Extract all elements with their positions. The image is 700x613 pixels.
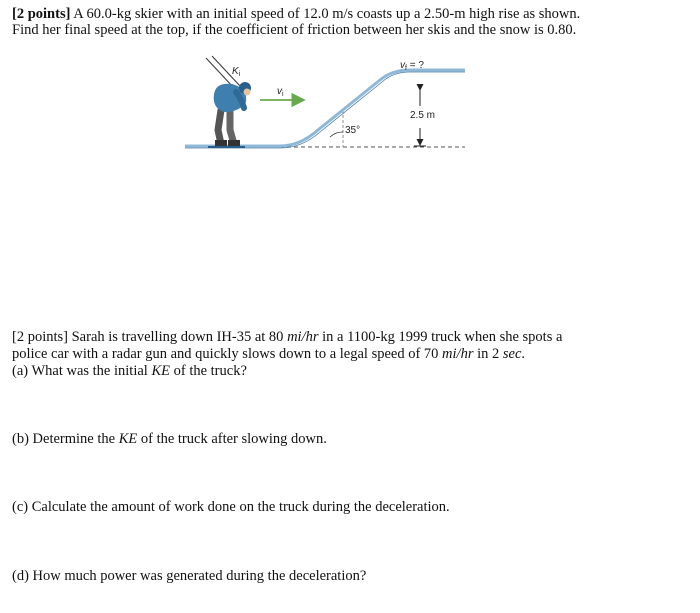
angle-arc: [330, 132, 343, 137]
time-unit: sec: [502, 346, 522, 362]
vf-label: $v_f$ = ?: [400, 60, 424, 72]
vi-label: $v_i$: [277, 86, 284, 98]
problem1-line1: [12, 6, 580, 23]
skier-illustration: [206, 56, 251, 147]
question-b: (b) Determine the KE of the truck after slowing down.: [12, 431, 327, 447]
problem1-points: [2 points]: [12, 6, 71, 22]
problem1-text1: A 60.0-kg skier with an initial speed of 12.0 m/s coasts up a 2.50-m high rise as shown.: [70, 6, 581, 22]
speed-unit-1: mi/hr: [287, 329, 319, 345]
ki-label: $K_i$: [232, 66, 241, 78]
question-a: (a) What was the initial KE of the truck?: [12, 363, 247, 379]
question-d: (d) How much power was generated during the deceleration?: [12, 568, 367, 584]
angle-label: 35°: [345, 125, 361, 136]
skier-figure: [0, 50, 700, 210]
height-label: 2.5 m: [410, 110, 436, 121]
problem2-points: [2 points]: [12, 329, 68, 345]
problem2-line2: police car with a radar gun and quickly slows down to a legal speed of 70 mi/hr in 2 sec.: [12, 346, 526, 362]
speed-unit-2: mi/hr: [442, 346, 474, 362]
problem1-line2: Find her final speed at the top, if the coefficient of friction between her skis and the snow is 0.80.: [12, 22, 577, 38]
question-c: (c) Calculate the amount of work done on the truck during the deceleration.: [12, 499, 450, 515]
problem2-line1: [2 points] Sarah is travelling down IH-35 at 80 mi/hr in a 1100-kg 1999 truck when she spots a: [12, 329, 563, 345]
